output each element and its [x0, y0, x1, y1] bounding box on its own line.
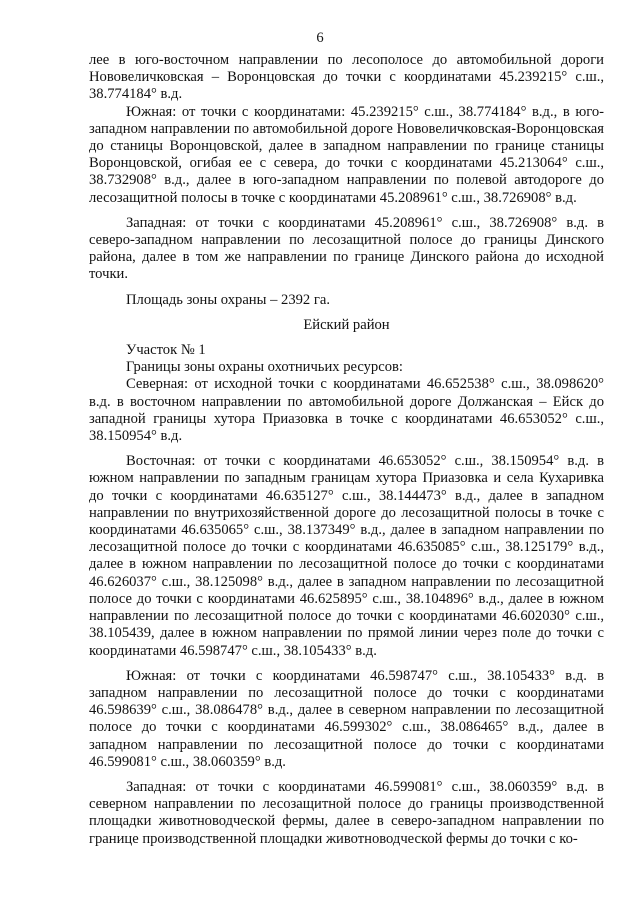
paragraph-east-boundary: Восточная: от точки с координатами 46.653052° с.ш., 38.150954° в.д. в южном направлении по западным границам хутора Приазовка и села Кухаривка до точки с координатами 46.635127° с.ш., 38.144473° в.д., далее в западном направлении по внутрихозяйственной дороге до лесозащитной полосы в точке с координатами 46.635065° с.ш., 38.137349° в.д., далее в западном направлении по лесозащитной полосе до точки с координатами 46.635085° с.ш., 38.125179° в.д., далее в южном направлении по лесозащитной полосе до точки с координатами 46.626037° с.ш., 38.125098° в.д., далее в западном направлении по лесозащитной полосе до точки с координатами 46.625895° с.ш., 38.104896° в.д., далее в южном направлении по лесозащитной полосе до точки с координатами 46.602030° с.ш., 38.105439, далее в южном направлении по прямой линии через поле до точки с координатами 46.598747° с.ш., 38.105433° в.д. — [89, 453, 604, 659]
document-body — [89, 52, 604, 848]
paragraph-south-boundary: Южная: от точки с координатами: 45.239215° с.ш., 38.774184° в.д., в юго-западном направлении по автомобильной дороге Нововеличковская-Воронцовская до станицы Воронцовской, далее в западном направлении по границе станицы Воронцовской, огибая ее с севера, до точки с координатами 45.213064° с.ш., 38.732908° в.д., далее в юго-западном направлении по полевой автодороге до лесозащитной полосы в точке с координатами 45.208961° с.ш., 38.726908° в.д. — [89, 103, 604, 206]
section-heading: Участок № 1 — [126, 342, 206, 359]
page-number: 6 — [316, 30, 324, 46]
paragraph-continuation: лее в юго-восточном направлении по лесополосе до автомобильной дороги Нововеличковская – Воронцовская до точки с координатами 45.239215° с.ш., 38.774184° в.д. — [89, 52, 604, 103]
boundaries-heading: Границы зоны охраны охотничьих ресурсов: — [126, 359, 403, 376]
paragraph-area: Площадь зоны охраны – 2392 га. — [126, 291, 330, 308]
district-heading: Ейский район — [303, 316, 390, 333]
paragraph-south-boundary-2: Южная: от точки с координатами 46.598747° с.ш., 38.105433° в.д. в западном направлении по лесозащитной полосе до точки с координатами 46.598639° с.ш., 38.086478° в.д., далее в северном направлении по лесозащитной полосе до точки с координатами 46.599302° с.ш., 38.086465° в.д., далее в западном направлении по лесозащитной полосе до точки с координатами 46.599081° с.ш., 38.060359° в.д. — [89, 667, 604, 770]
paragraph-west-boundary: Западная: от точки с координатами 45.208961° с.ш., 38.726908° в.д. в северо-западном направлении по лесозащитной полосе до границы Динского района, далее в том же направлении по границе Динского района до исходной точки. — [89, 214, 604, 283]
paragraph-north-boundary: Северная: от исходной точки с координатами 46.652538° с.ш., 38.098620° в.д. в восточном направлении по автомобильной дороге Должанская – Ейск до западной границы хутора Приазовка в точке с координатами 46.653052° с.ш., 38.150954° в.д. — [89, 376, 604, 445]
paragraph-west-boundary-2: Западная: от точки с координатами 46.599081° с.ш., 38.060359° в.д. в северном направлении по лесозащитной полосе до границы производственной площадки животноводческой фермы, далее в северо-западном направлении по границе производственной площадки животноводческой фермы до точки с ко- — [89, 778, 604, 847]
